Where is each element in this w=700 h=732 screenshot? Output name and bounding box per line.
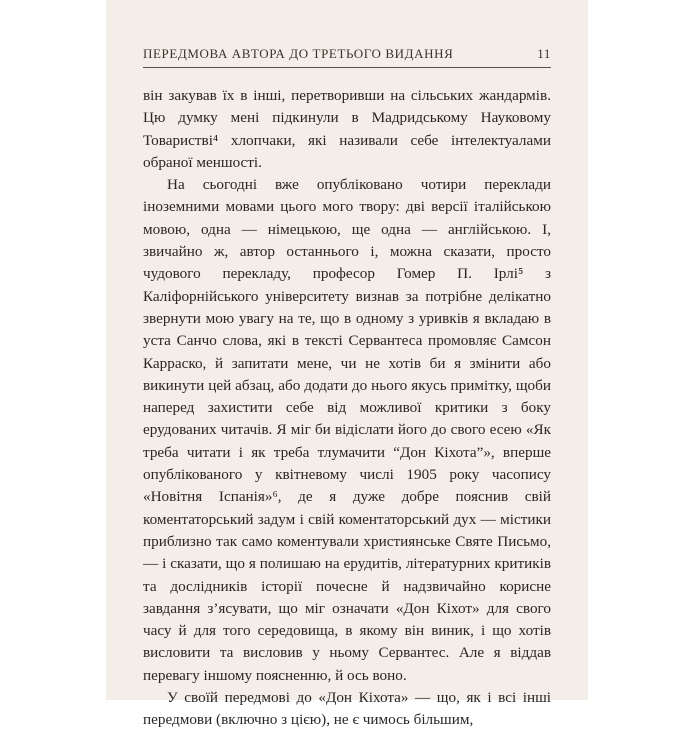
book-page xyxy=(106,0,588,729)
paragraph: На сьогодні вже опубліковано чотири переклади іноземними мовами цього мого твору: дві версії італійською мовою, одна — німецькою, ще одна — англійською. І, звичайно ж, автор останнього і, можна сказати, просто чудового перекладу, професор Гомер П. Ірлі⁵ з Каліфорнійського університету визнав за потрібне делікатно звернути мою увагу на те, що в одному з уривків я вкладаю в уста Санчо слова, які в тексті Сервантеса промовляє Самсон Карраско, й запитати мене, чи не хотів би я змінити або викинути цей абзац, або додати до нього якусь примітку, щоби наперед захистити себе від можливої критики з боку ерудованих читачів. Я міг би відіслати його до свого есею «Як треба читати і як треба тлумачити “Дон Кіхота”», вперше опублікованого у квітневому числі 1905 року часопису «Новітня Іспанія»⁶, де я дуже добре пояснив свій коментаторський задум і свій коментаторський дух — містики приблизно так само коментували християнське Святе Письмо, — і сказати, що я полишаю на ерудитів, літературних критиків та дослідників історії почесне й надзвичайно корисне завдання з’ясувати, що міг означати «Дон Кіхот» для свого часу й для того середовища, в якому він виник, і що хотів висловити та висловив у ньому Сервантес. Але я віддав перевагу іншому поясненню, й ось воно. xyxy=(143,176,551,684)
paragraph: У своїй передмові до «Дон Кіхота» — що, як і всі інші передмови (включно з цією), не є чимось більшим, xyxy=(143,689,551,729)
body-text xyxy=(143,85,551,732)
running-head xyxy=(143,30,551,68)
running-title: ПЕРЕДМОВА АВТОРА ДО ТРЕТЬОГО ВИДАННЯ xyxy=(143,46,454,61)
paragraph-continued: він закував їх в інші, перетворивши на сільських жандармів. Цю думку мені підкинули в Мадридському Науковому Товаристві⁴ хлопчаки, які називали себе інтелектуалами обраної меншості. xyxy=(143,87,551,171)
page-number: 11 xyxy=(537,46,551,61)
header-rule xyxy=(143,67,551,68)
